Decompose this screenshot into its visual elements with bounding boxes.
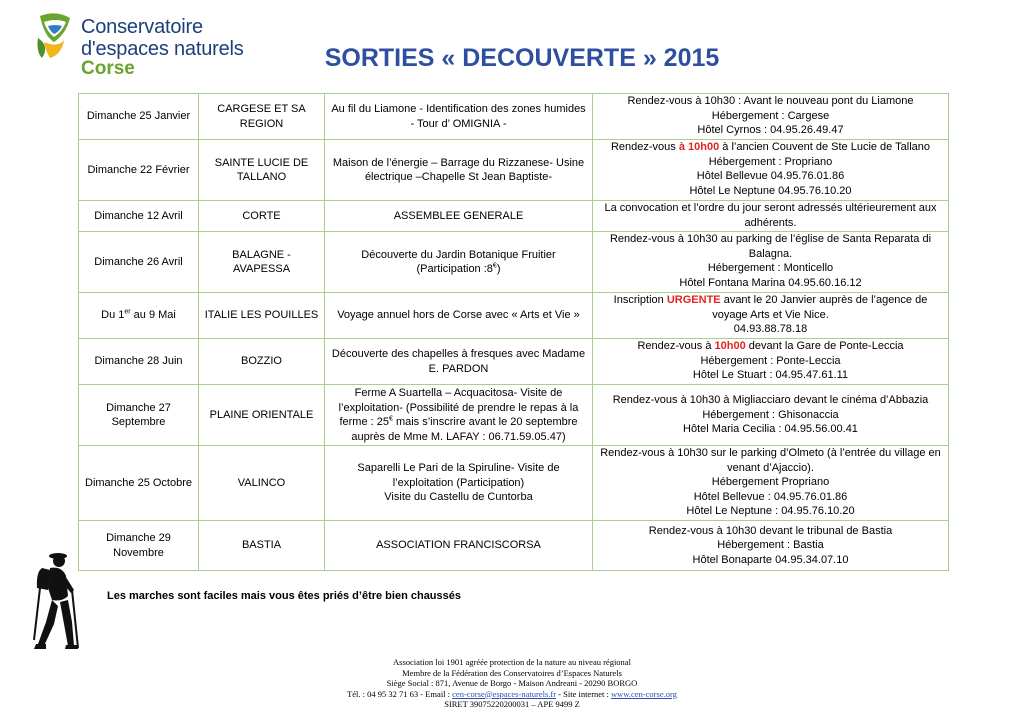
row-meeting-info bbox=[593, 521, 949, 571]
hiker-silhouette bbox=[28, 548, 84, 652]
meeting-text: Rendez-vous à bbox=[637, 340, 715, 352]
row-place: BALAGNE - AVAPESSA bbox=[199, 232, 325, 293]
table-row bbox=[79, 232, 949, 293]
meeting-line: adhérents. bbox=[744, 216, 797, 229]
activity-line: Maison de l’énergie – Barrage du Rizzanese- Usine bbox=[332, 156, 585, 169]
meeting-text: Rendez-vous bbox=[610, 141, 679, 153]
table-row bbox=[79, 94, 949, 140]
meeting-line: Balagna. bbox=[748, 247, 793, 260]
meeting-line: Rendez-vous à 10h30 au parking de l’église de Santa Reparata di bbox=[609, 233, 932, 245]
logo-text-line2: d'espaces naturels bbox=[81, 38, 244, 60]
row-place: BASTIA bbox=[199, 521, 325, 571]
footer bbox=[0, 657, 1024, 710]
highlight-time: 10h00 bbox=[714, 340, 746, 352]
row-date: Dimanche 26 Avril bbox=[79, 232, 199, 293]
row-meeting-info bbox=[593, 293, 949, 339]
highlight-time: à 10h00 bbox=[678, 141, 720, 153]
meeting-text: avant le 20 Janvier auprès de l’agence de bbox=[720, 294, 928, 306]
footer-separator: - Site internet : bbox=[556, 688, 612, 699]
row-place: CARGESE ET SA REGION bbox=[199, 94, 325, 140]
date-text: au 9 Mai bbox=[130, 309, 176, 322]
activity-line: l’exploitation- (Possibilité de prendre le repas à la bbox=[338, 401, 579, 414]
outings-schedule-table bbox=[78, 93, 949, 571]
euro-sup: € bbox=[388, 415, 393, 423]
activity-line: E. PARDON bbox=[428, 362, 489, 375]
meeting-text: à l’ancien Couvent de Ste Lucie de Tallano bbox=[719, 141, 931, 153]
euro-sup: € bbox=[492, 262, 497, 270]
meeting-line: Hôtel Fontana Marina 04.95.60.16.12 bbox=[679, 276, 862, 289]
meeting-line: Rendez-vous à 10h30 à Migliacciaro devant le cinéma d’Abbazia bbox=[612, 394, 929, 407]
footer-line: SIRET 39075220200031 – APE 9499 Z bbox=[444, 699, 580, 709]
meeting-line bbox=[597, 339, 944, 354]
meeting-line: voyage Arts et Vie Nice. bbox=[712, 308, 829, 321]
row-place: CORTE bbox=[199, 201, 325, 232]
email-link[interactable]: cen-corse@espaces-naturels.fr bbox=[452, 688, 557, 699]
meeting-line: La convocation et l’ordre du jour seront adressés ultérieurement aux bbox=[604, 202, 937, 214]
row-date bbox=[79, 293, 199, 339]
row-place: SAINTE LUCIE DE TALLANO bbox=[199, 140, 325, 201]
table-row bbox=[79, 339, 949, 385]
date-text: Du 1 bbox=[101, 309, 125, 322]
website-link[interactable]: www.cen-corse.org bbox=[611, 688, 677, 699]
row-activity bbox=[325, 140, 593, 201]
row-date: Dimanche 25 Octobre bbox=[79, 446, 199, 521]
row-date: Dimanche 27 Septembre bbox=[79, 385, 199, 446]
date-sup: er bbox=[124, 308, 131, 316]
meeting-line: 04.93.88.78.18 bbox=[733, 323, 808, 335]
row-meeting-info bbox=[593, 339, 949, 385]
activity-line: - Tour d’ OMIGNIA - bbox=[410, 117, 507, 130]
activity-text: ferme : 25 bbox=[339, 416, 389, 428]
row-meeting-info bbox=[593, 201, 949, 232]
meeting-line: Hôtel Cyrnos : 04.95.26.49.47 bbox=[697, 124, 844, 136]
meeting-text: Inscription bbox=[613, 294, 667, 306]
activity-text: (Participation :8 bbox=[416, 263, 493, 275]
meeting-line: Hôtel Bonaparte 04.95.34.07.10 bbox=[692, 553, 849, 566]
meeting-text: devant la Gare de Ponte-Leccia bbox=[745, 340, 904, 352]
meeting-line: Hôtel Le Neptune : 04.95.76.10.20 bbox=[686, 505, 855, 517]
activity-line: Découverte du Jardin Botanique Fruitier bbox=[361, 248, 556, 261]
meeting-line: Hôtel Le Neptune 04.95.76.10.20 bbox=[689, 184, 852, 197]
row-date: Dimanche 28 Juin bbox=[79, 339, 199, 385]
page-title: SORTIES « DECOUVERTE » 2015 bbox=[324, 44, 720, 72]
footer-line: Membre de la Fédération des Conservatoires d’Espaces Naturels bbox=[402, 667, 622, 678]
meeting-line bbox=[597, 293, 944, 308]
meeting-line: Hébergement : Ghisonaccia bbox=[702, 408, 839, 421]
highlight-urgent: URGENTE bbox=[666, 294, 721, 306]
meeting-line: Hébergement : Cargese bbox=[711, 109, 830, 122]
footer-line: Association loi 1901 agréée protection de la nature au niveau régional bbox=[393, 657, 631, 667]
table-row bbox=[79, 293, 949, 339]
footwear-note: Les marches sont faciles mais vous êtes priés d’être bien chaussés bbox=[107, 590, 461, 602]
row-date: Dimanche 25 Janvier bbox=[79, 94, 199, 140]
meeting-line: Hébergement : Ponte-Leccia bbox=[700, 354, 841, 367]
meeting-line: Rendez-vous à 10h30 devant le tribunal de Bastia bbox=[648, 524, 893, 537]
footer-contact-line bbox=[0, 689, 1024, 700]
row-date: Dimanche 12 Avril bbox=[79, 201, 199, 232]
row-activity bbox=[325, 94, 593, 140]
meeting-line: Hôtel Bellevue 04.95.76.01.86 bbox=[696, 170, 845, 182]
activity-line: Ferme A Suartella – Acquacitosa- Visite de bbox=[354, 387, 563, 399]
row-activity bbox=[325, 385, 593, 446]
activity-line: électrique –Chapelle St Jean Baptiste- bbox=[364, 171, 553, 183]
meeting-line: Hôtel Bellevue : 04.95.76.01.86 bbox=[693, 490, 848, 503]
row-place: PLAINE ORIENTALE bbox=[199, 385, 325, 446]
row-meeting-info bbox=[593, 385, 949, 446]
row-place: ITALIE LES POUILLES bbox=[199, 293, 325, 339]
row-activity: ASSEMBLEE GENERALE bbox=[325, 201, 593, 232]
table-row bbox=[79, 201, 949, 232]
activity-line: Au fil du Liamone - Identification des zones humides bbox=[331, 103, 586, 115]
row-place: BOZZIO bbox=[199, 339, 325, 385]
meeting-line: Hébergement : Bastia bbox=[717, 539, 824, 552]
row-date: Dimanche 29 Novembre bbox=[79, 521, 199, 571]
table-row bbox=[79, 446, 949, 521]
row-meeting-info bbox=[593, 446, 949, 521]
row-activity bbox=[325, 446, 593, 521]
activity-line bbox=[329, 262, 588, 277]
activity-line: Visite du Castellu de Cuntorba bbox=[384, 491, 533, 504]
activity-text: ) bbox=[496, 263, 501, 275]
meeting-line: venant d’Ajaccio). bbox=[727, 461, 814, 474]
activity-line bbox=[329, 415, 588, 430]
meeting-line: Hébergement : Monticello bbox=[707, 262, 834, 274]
row-date: Dimanche 22 Février bbox=[79, 140, 199, 201]
row-meeting-info bbox=[593, 232, 949, 293]
meeting-line: Hôtel Maria Cecilia : 04.95.56.00.41 bbox=[683, 423, 858, 436]
logo-text-line1: Conservatoire bbox=[81, 16, 203, 38]
activity-line: Saparelli Le Pari de la Spiruline- Visite de bbox=[357, 462, 560, 475]
table-row bbox=[79, 385, 949, 446]
activity-line: Découverte des chapelles à fresques avec Madame bbox=[331, 348, 586, 360]
footer-phone: Tél. : 04 95 32 71 63 - Email : bbox=[347, 688, 453, 699]
logo-text-line3: Corse bbox=[81, 58, 135, 79]
table-row bbox=[79, 521, 949, 571]
meeting-line bbox=[597, 140, 944, 155]
row-meeting-info bbox=[593, 94, 949, 140]
meeting-line: Hébergement Propriano bbox=[711, 476, 830, 488]
row-meeting-info bbox=[593, 140, 949, 201]
meeting-line: Rendez-vous à 10h30 sur le parking d’Olmeto (à l’entrée du village en bbox=[600, 447, 941, 459]
activity-line: auprès de Mme M. LAFAY : 06.71.59.05.47) bbox=[351, 430, 566, 443]
row-place: VALINCO bbox=[199, 446, 325, 521]
row-activity bbox=[325, 339, 593, 385]
meeting-line: Rendez-vous à 10h30 : Avant le nouveau pont du Liamone bbox=[627, 95, 914, 107]
activity-text: mais s’inscrire avant le 20 septembre bbox=[392, 416, 578, 428]
row-activity: Voyage annuel hors de Corse avec « Arts et Vie » bbox=[325, 293, 593, 339]
row-activity: ASSOCIATION FRANCISCORSA bbox=[325, 521, 593, 571]
table-row bbox=[79, 140, 949, 201]
meeting-line: Hébergement : Propriano bbox=[708, 155, 833, 168]
meeting-line: Hôtel Le Stuart : 04.95.47.61.11 bbox=[692, 369, 849, 381]
activity-line: l’exploitation (Participation) bbox=[392, 476, 525, 489]
footer-line: Siège Social : 871, Avenue de Borgo - Maison Andreani - 20290 BORGO bbox=[386, 678, 638, 688]
row-activity bbox=[325, 232, 593, 293]
